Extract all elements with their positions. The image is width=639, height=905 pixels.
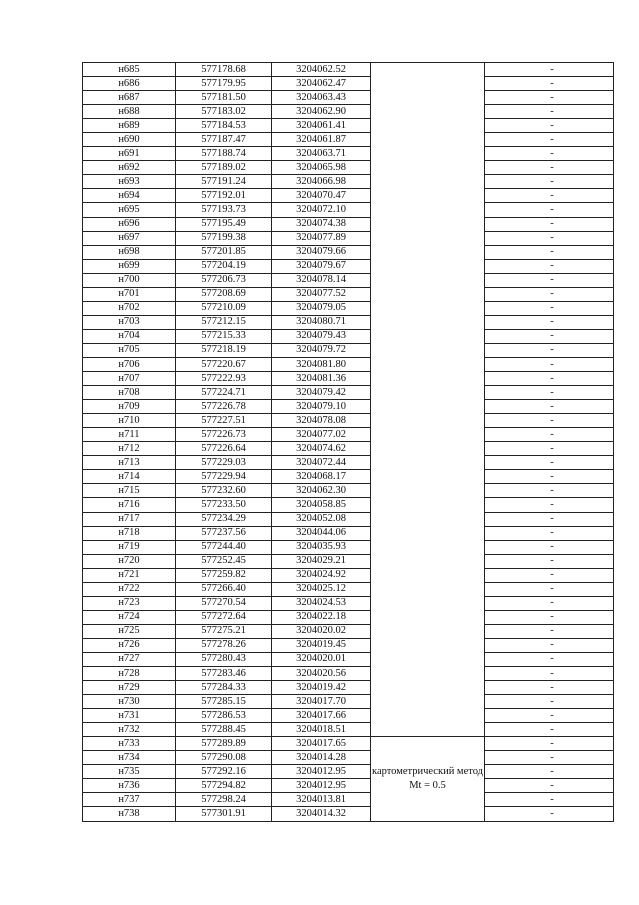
accuracy-mark-cell: - bbox=[485, 442, 614, 456]
x-coordinate-cell: 577226.78 bbox=[176, 400, 272, 414]
accuracy-mark-cell: - bbox=[485, 259, 614, 273]
table-row bbox=[83, 217, 614, 231]
table-row bbox=[83, 582, 614, 596]
x-coordinate-cell: 577201.85 bbox=[176, 245, 272, 259]
table-row bbox=[83, 470, 614, 484]
accuracy-mark-cell: - bbox=[485, 287, 614, 301]
y-coordinate-cell: 3204019.42 bbox=[272, 681, 371, 695]
point-name-cell: н701 bbox=[83, 287, 176, 301]
x-coordinate-cell: 577224.71 bbox=[176, 386, 272, 400]
accuracy-mark-cell: - bbox=[485, 807, 614, 821]
table-row bbox=[83, 428, 614, 442]
y-coordinate-cell: 3204070.47 bbox=[272, 189, 371, 203]
point-name-cell: н708 bbox=[83, 386, 176, 400]
y-coordinate-cell: 3204077.52 bbox=[272, 287, 371, 301]
accuracy-mark-cell: - bbox=[485, 147, 614, 161]
table-row bbox=[83, 779, 614, 793]
point-name-cell: н738 bbox=[83, 807, 176, 821]
table-row bbox=[83, 161, 614, 175]
point-name-cell: н729 bbox=[83, 681, 176, 695]
y-coordinate-cell: 3204062.90 bbox=[272, 105, 371, 119]
x-coordinate-cell: 577229.94 bbox=[176, 470, 272, 484]
y-coordinate-cell: 3204068.17 bbox=[272, 470, 371, 484]
x-coordinate-cell: 577266.40 bbox=[176, 582, 272, 596]
x-coordinate-cell: 577283.46 bbox=[176, 667, 272, 681]
x-coordinate-cell: 577193.73 bbox=[176, 203, 272, 217]
x-coordinate-cell: 577199.38 bbox=[176, 231, 272, 245]
x-coordinate-cell: 577188.74 bbox=[176, 147, 272, 161]
y-coordinate-cell: 3204079.43 bbox=[272, 329, 371, 343]
accuracy-mark-cell: - bbox=[485, 695, 614, 709]
accuracy-mark-cell: - bbox=[485, 217, 614, 231]
accuracy-mark-cell: - bbox=[485, 582, 614, 596]
x-coordinate-cell: 577286.53 bbox=[176, 709, 272, 723]
y-coordinate-cell: 3204062.52 bbox=[272, 63, 371, 77]
x-coordinate-cell: 577272.64 bbox=[176, 610, 272, 624]
accuracy-mark-cell: - bbox=[485, 357, 614, 371]
accuracy-mark-cell: - bbox=[485, 343, 614, 357]
point-name-cell: н734 bbox=[83, 751, 176, 765]
accuracy-mark-cell: - bbox=[485, 793, 614, 807]
table-row bbox=[83, 133, 614, 147]
x-coordinate-cell: 577252.45 bbox=[176, 554, 272, 568]
table-row bbox=[83, 147, 614, 161]
accuracy-mark-cell: - bbox=[485, 456, 614, 470]
accuracy-mark-cell: - bbox=[485, 723, 614, 737]
x-coordinate-cell: 577244.40 bbox=[176, 540, 272, 554]
accuracy-mark-cell: - bbox=[485, 189, 614, 203]
y-coordinate-cell: 3204077.89 bbox=[272, 231, 371, 245]
accuracy-mark-cell: - bbox=[485, 568, 614, 582]
point-name-cell: н715 bbox=[83, 484, 176, 498]
y-coordinate-cell: 3204025.12 bbox=[272, 582, 371, 596]
y-coordinate-cell: 3204035.93 bbox=[272, 540, 371, 554]
x-coordinate-cell: 577187.47 bbox=[176, 133, 272, 147]
y-coordinate-cell: 3204079.66 bbox=[272, 245, 371, 259]
table-row bbox=[83, 287, 614, 301]
y-coordinate-cell: 3204079.10 bbox=[272, 400, 371, 414]
y-coordinate-cell: 3204065.98 bbox=[272, 161, 371, 175]
accuracy-mark-cell: - bbox=[485, 498, 614, 512]
table-row bbox=[83, 624, 614, 638]
x-coordinate-cell: 577189.02 bbox=[176, 161, 272, 175]
accuracy-mark-cell: - bbox=[485, 681, 614, 695]
method-cell: картометрический метод Mt = 0.5 bbox=[371, 737, 485, 821]
coordinates-sheet bbox=[82, 62, 602, 822]
x-coordinate-cell: 577237.56 bbox=[176, 526, 272, 540]
accuracy-mark-cell: - bbox=[485, 554, 614, 568]
y-coordinate-cell: 3204020.01 bbox=[272, 652, 371, 666]
table-row bbox=[83, 245, 614, 259]
table-row bbox=[83, 315, 614, 329]
x-coordinate-cell: 577210.09 bbox=[176, 301, 272, 315]
table-row bbox=[83, 91, 614, 105]
table-row bbox=[83, 203, 614, 217]
x-coordinate-cell: 577218.19 bbox=[176, 343, 272, 357]
y-coordinate-cell: 3204072.44 bbox=[272, 456, 371, 470]
point-name-cell: н704 bbox=[83, 329, 176, 343]
table-row bbox=[83, 357, 614, 371]
table-row bbox=[83, 343, 614, 357]
point-name-cell: н716 bbox=[83, 498, 176, 512]
method-cell bbox=[371, 63, 485, 737]
x-coordinate-cell: 577298.24 bbox=[176, 793, 272, 807]
x-coordinate-cell: 577226.64 bbox=[176, 442, 272, 456]
point-name-cell: н686 bbox=[83, 77, 176, 91]
y-coordinate-cell: 3204022.18 bbox=[272, 610, 371, 624]
x-coordinate-cell: 577280.43 bbox=[176, 652, 272, 666]
y-coordinate-cell: 3204014.32 bbox=[272, 807, 371, 821]
table-row bbox=[83, 105, 614, 119]
x-coordinate-cell: 577204.19 bbox=[176, 259, 272, 273]
accuracy-mark-cell: - bbox=[485, 301, 614, 315]
point-name-cell: н711 bbox=[83, 428, 176, 442]
x-coordinate-cell: 577184.53 bbox=[176, 119, 272, 133]
x-coordinate-cell: 577215.33 bbox=[176, 329, 272, 343]
x-coordinate-cell: 577227.51 bbox=[176, 414, 272, 428]
point-name-cell: н726 bbox=[83, 638, 176, 652]
y-coordinate-cell: 3204079.72 bbox=[272, 343, 371, 357]
table-row bbox=[83, 414, 614, 428]
accuracy-mark-cell: - bbox=[485, 751, 614, 765]
point-name-cell: н737 bbox=[83, 793, 176, 807]
point-name-cell: н728 bbox=[83, 667, 176, 681]
point-name-cell: н702 bbox=[83, 301, 176, 315]
accuracy-mark-cell: - bbox=[485, 610, 614, 624]
point-name-cell: н721 bbox=[83, 568, 176, 582]
table-row bbox=[83, 793, 614, 807]
accuracy-mark-cell: - bbox=[485, 315, 614, 329]
x-coordinate-cell: 577284.33 bbox=[176, 681, 272, 695]
table-row bbox=[83, 610, 614, 624]
x-coordinate-cell: 577220.67 bbox=[176, 357, 272, 371]
point-name-cell: н712 bbox=[83, 442, 176, 456]
point-name-cell: н700 bbox=[83, 273, 176, 287]
x-coordinate-cell: 577191.24 bbox=[176, 175, 272, 189]
accuracy-mark-cell: - bbox=[485, 245, 614, 259]
y-coordinate-cell: 3204062.47 bbox=[272, 77, 371, 91]
x-coordinate-cell: 577192.01 bbox=[176, 189, 272, 203]
y-coordinate-cell: 3204062.30 bbox=[272, 484, 371, 498]
y-coordinate-cell: 3204044.06 bbox=[272, 526, 371, 540]
table-row bbox=[83, 807, 614, 821]
table-row bbox=[83, 301, 614, 315]
y-coordinate-cell: 3204079.67 bbox=[272, 259, 371, 273]
table-row bbox=[83, 709, 614, 723]
table-row bbox=[83, 596, 614, 610]
x-coordinate-cell: 577183.02 bbox=[176, 105, 272, 119]
table-row bbox=[83, 681, 614, 695]
table-row bbox=[83, 231, 614, 245]
point-name-cell: н691 bbox=[83, 147, 176, 161]
table-row bbox=[83, 63, 614, 77]
accuracy-mark-cell: - bbox=[485, 386, 614, 400]
point-name-cell: н722 bbox=[83, 582, 176, 596]
accuracy-mark-cell: - bbox=[485, 77, 614, 91]
x-coordinate-cell: 577259.82 bbox=[176, 568, 272, 582]
y-coordinate-cell: 3204077.02 bbox=[272, 428, 371, 442]
x-coordinate-cell: 577292.16 bbox=[176, 765, 272, 779]
y-coordinate-cell: 3204063.71 bbox=[272, 147, 371, 161]
accuracy-mark-cell: - bbox=[485, 667, 614, 681]
x-coordinate-cell: 577179.95 bbox=[176, 77, 272, 91]
accuracy-mark-cell: - bbox=[485, 638, 614, 652]
accuracy-mark-cell: - bbox=[485, 91, 614, 105]
accuracy-mark-cell: - bbox=[485, 428, 614, 442]
point-name-cell: н703 bbox=[83, 315, 176, 329]
y-coordinate-cell: 3204017.65 bbox=[272, 737, 371, 751]
y-coordinate-cell: 3204020.02 bbox=[272, 624, 371, 638]
y-coordinate-cell: 3204018.51 bbox=[272, 723, 371, 737]
y-coordinate-cell: 3204012.95 bbox=[272, 779, 371, 793]
table-row bbox=[83, 667, 614, 681]
table-row bbox=[83, 526, 614, 540]
table-row bbox=[83, 638, 614, 652]
point-name-cell: н713 bbox=[83, 456, 176, 470]
y-coordinate-cell: 3204079.05 bbox=[272, 301, 371, 315]
point-name-cell: н699 bbox=[83, 259, 176, 273]
accuracy-mark-cell: - bbox=[485, 512, 614, 526]
y-coordinate-cell: 3204081.80 bbox=[272, 357, 371, 371]
table-row bbox=[83, 484, 614, 498]
accuracy-mark-cell: - bbox=[485, 161, 614, 175]
point-name-cell: н690 bbox=[83, 133, 176, 147]
accuracy-mark-cell: - bbox=[485, 765, 614, 779]
point-name-cell: н723 bbox=[83, 596, 176, 610]
y-coordinate-cell: 3204013.81 bbox=[272, 793, 371, 807]
y-coordinate-cell: 3204072.10 bbox=[272, 203, 371, 217]
y-coordinate-cell: 3204080.71 bbox=[272, 315, 371, 329]
point-name-cell: н710 bbox=[83, 414, 176, 428]
x-coordinate-cell: 577178.68 bbox=[176, 63, 272, 77]
point-name-cell: н685 bbox=[83, 63, 176, 77]
point-name-cell: н735 bbox=[83, 765, 176, 779]
y-coordinate-cell: 3204061.41 bbox=[272, 119, 371, 133]
y-coordinate-cell: 3204079.42 bbox=[272, 386, 371, 400]
accuracy-mark-cell: - bbox=[485, 175, 614, 189]
table-row bbox=[83, 540, 614, 554]
table-row bbox=[83, 751, 614, 765]
accuracy-mark-cell: - bbox=[485, 652, 614, 666]
table-row bbox=[83, 442, 614, 456]
x-coordinate-cell: 577232.60 bbox=[176, 484, 272, 498]
point-name-cell: н693 bbox=[83, 175, 176, 189]
accuracy-mark-cell: - bbox=[485, 119, 614, 133]
y-coordinate-cell: 3204014.28 bbox=[272, 751, 371, 765]
point-name-cell: н696 bbox=[83, 217, 176, 231]
point-name-cell: н698 bbox=[83, 245, 176, 259]
point-name-cell: н689 bbox=[83, 119, 176, 133]
table-row bbox=[83, 498, 614, 512]
coordinates-table-body bbox=[83, 63, 614, 822]
y-coordinate-cell: 3204078.14 bbox=[272, 273, 371, 287]
point-name-cell: н706 bbox=[83, 357, 176, 371]
point-name-cell: н687 bbox=[83, 91, 176, 105]
accuracy-mark-cell: - bbox=[485, 231, 614, 245]
accuracy-mark-cell: - bbox=[485, 400, 614, 414]
accuracy-mark-cell: - bbox=[485, 372, 614, 386]
accuracy-mark-cell: - bbox=[485, 709, 614, 723]
table-row bbox=[83, 259, 614, 273]
accuracy-mark-cell: - bbox=[485, 414, 614, 428]
x-coordinate-cell: 577234.29 bbox=[176, 512, 272, 526]
table-row bbox=[83, 765, 614, 779]
point-name-cell: н709 bbox=[83, 400, 176, 414]
accuracy-mark-cell: - bbox=[485, 526, 614, 540]
table-row bbox=[83, 695, 614, 709]
x-coordinate-cell: 577278.26 bbox=[176, 638, 272, 652]
x-coordinate-cell: 577208.69 bbox=[176, 287, 272, 301]
x-coordinate-cell: 577301.91 bbox=[176, 807, 272, 821]
y-coordinate-cell: 3204061.87 bbox=[272, 133, 371, 147]
point-name-cell: н695 bbox=[83, 203, 176, 217]
point-name-cell: н727 bbox=[83, 652, 176, 666]
x-coordinate-cell: 577222.93 bbox=[176, 372, 272, 386]
y-coordinate-cell: 3204024.92 bbox=[272, 568, 371, 582]
point-name-cell: н730 bbox=[83, 695, 176, 709]
point-name-cell: н733 bbox=[83, 737, 176, 751]
point-name-cell: н719 bbox=[83, 540, 176, 554]
point-name-cell: н736 bbox=[83, 779, 176, 793]
accuracy-mark-cell: - bbox=[485, 133, 614, 147]
table-row bbox=[83, 400, 614, 414]
accuracy-mark-cell: - bbox=[485, 470, 614, 484]
point-name-cell: н718 bbox=[83, 526, 176, 540]
table-row bbox=[83, 175, 614, 189]
y-coordinate-cell: 3204058.85 bbox=[272, 498, 371, 512]
accuracy-mark-cell: - bbox=[485, 63, 614, 77]
y-coordinate-cell: 3204012.95 bbox=[272, 765, 371, 779]
y-coordinate-cell: 3204019.45 bbox=[272, 638, 371, 652]
table-row bbox=[83, 568, 614, 582]
accuracy-mark-cell: - bbox=[485, 329, 614, 343]
table-row bbox=[83, 456, 614, 470]
x-coordinate-cell: 577288.45 bbox=[176, 723, 272, 737]
y-coordinate-cell: 3204017.70 bbox=[272, 695, 371, 709]
accuracy-mark-cell: - bbox=[485, 273, 614, 287]
y-coordinate-cell: 3204078.08 bbox=[272, 414, 371, 428]
table-row bbox=[83, 512, 614, 526]
y-coordinate-cell: 3204020.56 bbox=[272, 667, 371, 681]
accuracy-mark-cell: - bbox=[485, 596, 614, 610]
x-coordinate-cell: 577285.15 bbox=[176, 695, 272, 709]
point-name-cell: н724 bbox=[83, 610, 176, 624]
accuracy-mark-cell: - bbox=[485, 737, 614, 751]
table-row bbox=[83, 652, 614, 666]
point-name-cell: н707 bbox=[83, 372, 176, 386]
x-coordinate-cell: 577290.08 bbox=[176, 751, 272, 765]
accuracy-mark-cell: - bbox=[485, 779, 614, 793]
x-coordinate-cell: 577181.50 bbox=[176, 91, 272, 105]
table-row bbox=[83, 386, 614, 400]
point-name-cell: н694 bbox=[83, 189, 176, 203]
accuracy-mark-cell: - bbox=[485, 203, 614, 217]
point-name-cell: н725 bbox=[83, 624, 176, 638]
x-coordinate-cell: 577270.54 bbox=[176, 596, 272, 610]
coordinates-table bbox=[82, 62, 614, 822]
table-row bbox=[83, 119, 614, 133]
table-row bbox=[83, 189, 614, 203]
x-coordinate-cell: 577229.03 bbox=[176, 456, 272, 470]
y-coordinate-cell: 3204017.66 bbox=[272, 709, 371, 723]
table-row bbox=[83, 77, 614, 91]
y-coordinate-cell: 3204052.08 bbox=[272, 512, 371, 526]
point-name-cell: н697 bbox=[83, 231, 176, 245]
point-name-cell: н714 bbox=[83, 470, 176, 484]
table-row bbox=[83, 329, 614, 343]
point-name-cell: н732 bbox=[83, 723, 176, 737]
point-name-cell: н717 bbox=[83, 512, 176, 526]
x-coordinate-cell: 577275.21 bbox=[176, 624, 272, 638]
point-name-cell: н705 bbox=[83, 343, 176, 357]
y-coordinate-cell: 3204074.38 bbox=[272, 217, 371, 231]
y-coordinate-cell: 3204081.36 bbox=[272, 372, 371, 386]
x-coordinate-cell: 577289.89 bbox=[176, 737, 272, 751]
x-coordinate-cell: 577233.50 bbox=[176, 498, 272, 512]
table-row bbox=[83, 737, 614, 751]
y-coordinate-cell: 3204066.98 bbox=[272, 175, 371, 189]
point-name-cell: н731 bbox=[83, 709, 176, 723]
y-coordinate-cell: 3204024.53 bbox=[272, 596, 371, 610]
x-coordinate-cell: 577195.49 bbox=[176, 217, 272, 231]
accuracy-mark-cell: - bbox=[485, 105, 614, 119]
table-row bbox=[83, 554, 614, 568]
point-name-cell: н688 bbox=[83, 105, 176, 119]
point-name-cell: н692 bbox=[83, 161, 176, 175]
table-row bbox=[83, 723, 614, 737]
y-coordinate-cell: 3204029.21 bbox=[272, 554, 371, 568]
x-coordinate-cell: 577206.73 bbox=[176, 273, 272, 287]
x-coordinate-cell: 577294.82 bbox=[176, 779, 272, 793]
x-coordinate-cell: 577226.73 bbox=[176, 428, 272, 442]
accuracy-mark-cell: - bbox=[485, 484, 614, 498]
table-row bbox=[83, 372, 614, 386]
x-coordinate-cell: 577212.15 bbox=[176, 315, 272, 329]
y-coordinate-cell: 3204063.43 bbox=[272, 91, 371, 105]
point-name-cell: н720 bbox=[83, 554, 176, 568]
y-coordinate-cell: 3204074.62 bbox=[272, 442, 371, 456]
accuracy-mark-cell: - bbox=[485, 624, 614, 638]
table-row bbox=[83, 273, 614, 287]
accuracy-mark-cell: - bbox=[485, 540, 614, 554]
